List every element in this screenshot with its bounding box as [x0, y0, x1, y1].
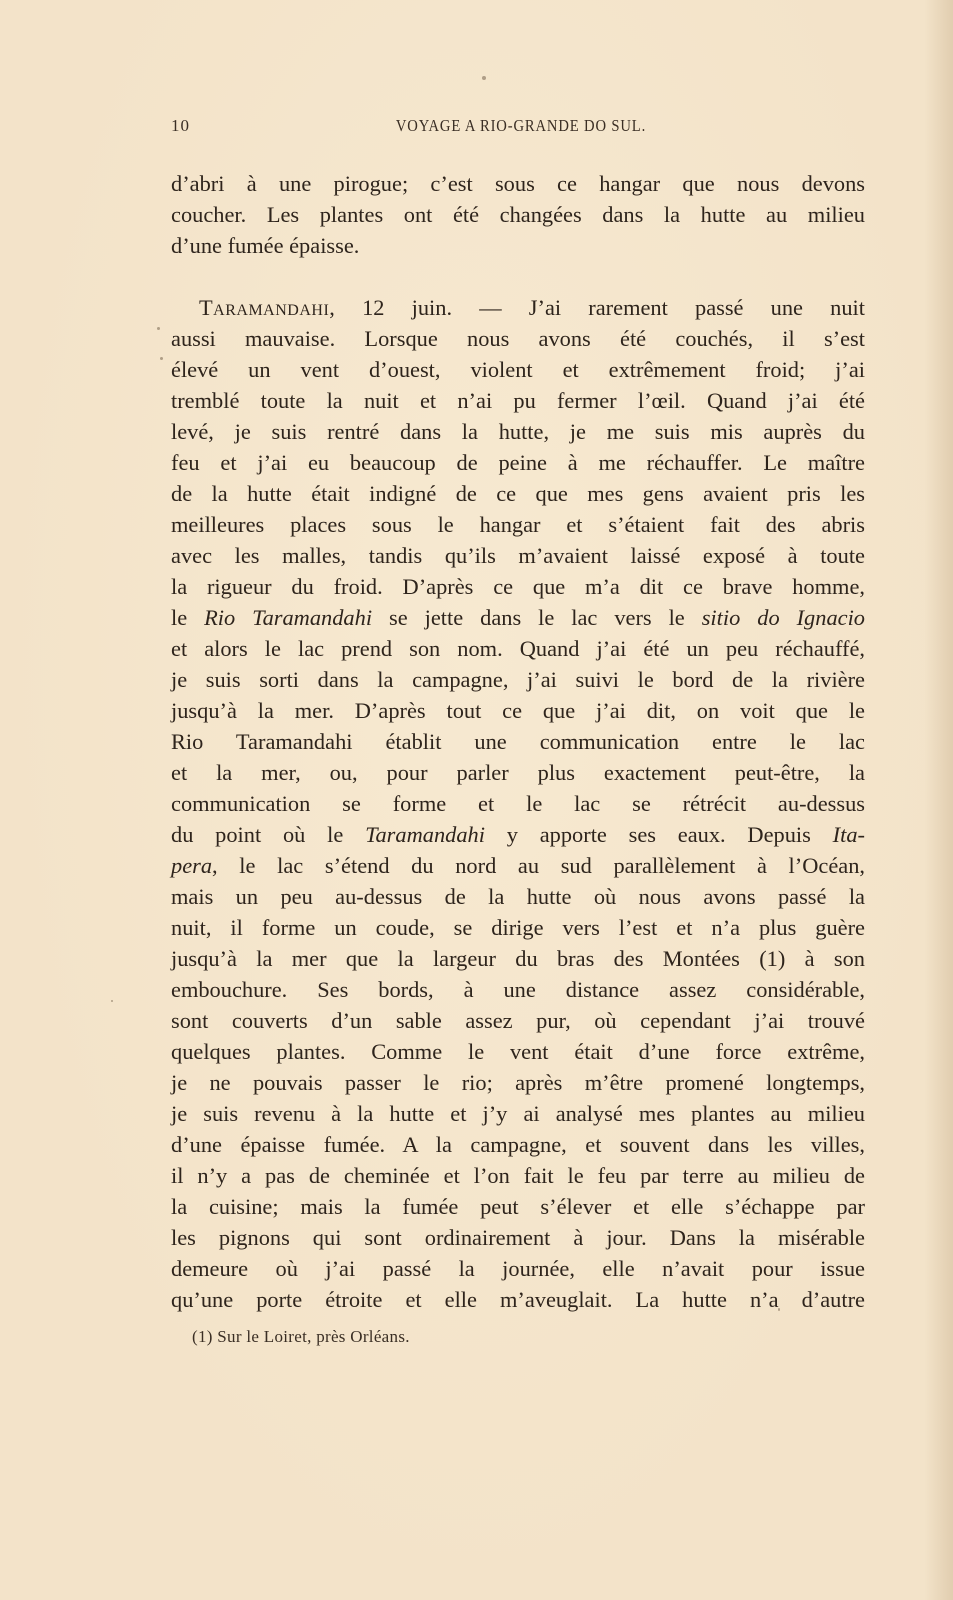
entry-place: Taramandahi: [199, 295, 330, 320]
text-line: Rio Taramandahi établit une communication entre le lac: [171, 729, 865, 754]
text-line: d’abri à une pirogue; c’est sous ce hangar que nous devons: [171, 171, 865, 196]
text-line-pera: [171, 850, 865, 881]
text-fragment: se jette dans le lac vers le: [372, 605, 702, 630]
text-line: je ne pouvais passer le rio; après m’être promené longtemps,: [171, 1070, 865, 1095]
paper-speck: [160, 357, 163, 360]
text-line: aussi mauvaise. Lorsque nous avons été couchés, il s’est: [171, 326, 865, 351]
entry-heading-line: [171, 292, 865, 323]
body-text: [171, 168, 865, 1315]
text-line: embouchure. Ses bords, à une distance assez considérable,: [171, 977, 865, 1002]
paper-speck: [482, 76, 486, 80]
text-line: sont couverts d’un sable assez pur, où cependant j’ai trouvé: [171, 1008, 865, 1033]
text-line: demeure où j’ai passé la journée, elle n’avait pour issue: [171, 1256, 865, 1281]
running-title: VOYAGE A RIO-GRANDE DO SUL.: [395, 116, 647, 135]
page-number: 10: [171, 116, 190, 135]
text-line: je suis sorti dans la campagne, j’ai suivi le bord de la rivière: [171, 667, 865, 692]
running-head: [171, 116, 871, 140]
text-line: d’une fumée épaisse.: [171, 233, 360, 258]
italic-place-name: pera: [171, 853, 213, 878]
text-line: et la mer, ou, pour parler plus exactement peut-être, la: [171, 760, 865, 785]
paragraph-gap: [171, 261, 865, 292]
text-line: la rigueur du froid. D’après ce que m’a dit ce brave homme,: [171, 574, 865, 599]
text-line: jusqu’à la mer que la largeur du bras des Montées (1) à son: [171, 946, 865, 971]
text-line-point: [171, 819, 865, 850]
footnote: (1) Sur le Loiret, près Orléans.: [192, 1327, 410, 1346]
entry-date-text: , 12 juin. — J’ai rarement passé une nuit: [329, 295, 865, 320]
paper-speck: [778, 1308, 780, 1311]
text-line: nuit, il forme un coude, se dirige vers l’est et n’a plus guère: [171, 915, 865, 940]
text-fragment: y apporte ses eaux. Depuis: [484, 822, 833, 847]
text-line: communication se forme et le lac se rétrécit au-dessus: [171, 791, 865, 816]
paper-speck: [111, 1000, 113, 1002]
text-fragment: le: [171, 605, 205, 630]
text-line: quelques plantes. Comme le vent était d’une force extrême,: [171, 1039, 865, 1064]
text-line: les pignons qui sont ordinairement à jour. Dans la misérable: [171, 1225, 865, 1250]
text-line: avec les malles, tandis qu’ils m’avaient laissé exposé à toute: [171, 543, 865, 568]
paper-speck: [157, 327, 160, 330]
italic-place-name: sitio do Ignacio: [701, 605, 866, 630]
text-line: la cuisine; mais la fumée peut s’élever et elle s’échappe par: [171, 1194, 865, 1219]
text-line: jusqu’à la mer. D’après tout ce que j’ai dit, on voit que le: [171, 698, 865, 723]
text-line-rio: [171, 602, 865, 633]
text-line: feu et j’ai eu beaucoup de peine à me réchauffer. Le maître: [171, 450, 865, 475]
text-line: d’une épaisse fumée. A la campagne, et souvent dans les villes,: [171, 1132, 865, 1157]
text-line: meilleures places sous le hangar et s’étaient fait des abris: [171, 512, 865, 537]
text-line: de la hutte était indigné de ce que mes gens avaient pris les: [171, 481, 865, 506]
text-fragment: du point où le: [171, 822, 366, 847]
italic-place-name: Rio Taramandahi: [204, 605, 373, 630]
text-line: et alors le lac prend son nom. Quand j’ai été un peu réchauffé,: [171, 636, 865, 661]
text-line: tremblé toute la nuit et n’ai pu fermer l’œil. Quand j’ai été: [171, 388, 865, 413]
text-fragment: , le lac s’étend du nord au sud parallèlement à l’Océan,: [212, 853, 865, 878]
text-line: mais un peu au-dessus de la hutte où nous avons passé la: [171, 884, 865, 909]
text-line: coucher. Les plantes ont été changées dans la hutte au milieu: [171, 202, 865, 227]
text-line: il n’y a pas de cheminée et l’on fait le feu par terre au milieu de: [171, 1163, 865, 1188]
text-line: levé, je suis rentré dans la hutte, je me suis mis auprès du: [171, 419, 865, 444]
text-line: qu’une porte étroite et elle m’aveuglait. La hutte n’a d’autre: [171, 1287, 865, 1312]
italic-place-name: Taramandahi: [365, 822, 485, 847]
italic-place-name: Ita-: [832, 822, 865, 847]
text-line: élevé un vent d’ouest, violent et extrêmement froid; j’ai: [171, 357, 865, 382]
text-line: je suis revenu à la hutte et j’y ai analysé mes plantes au milieu: [171, 1101, 865, 1126]
